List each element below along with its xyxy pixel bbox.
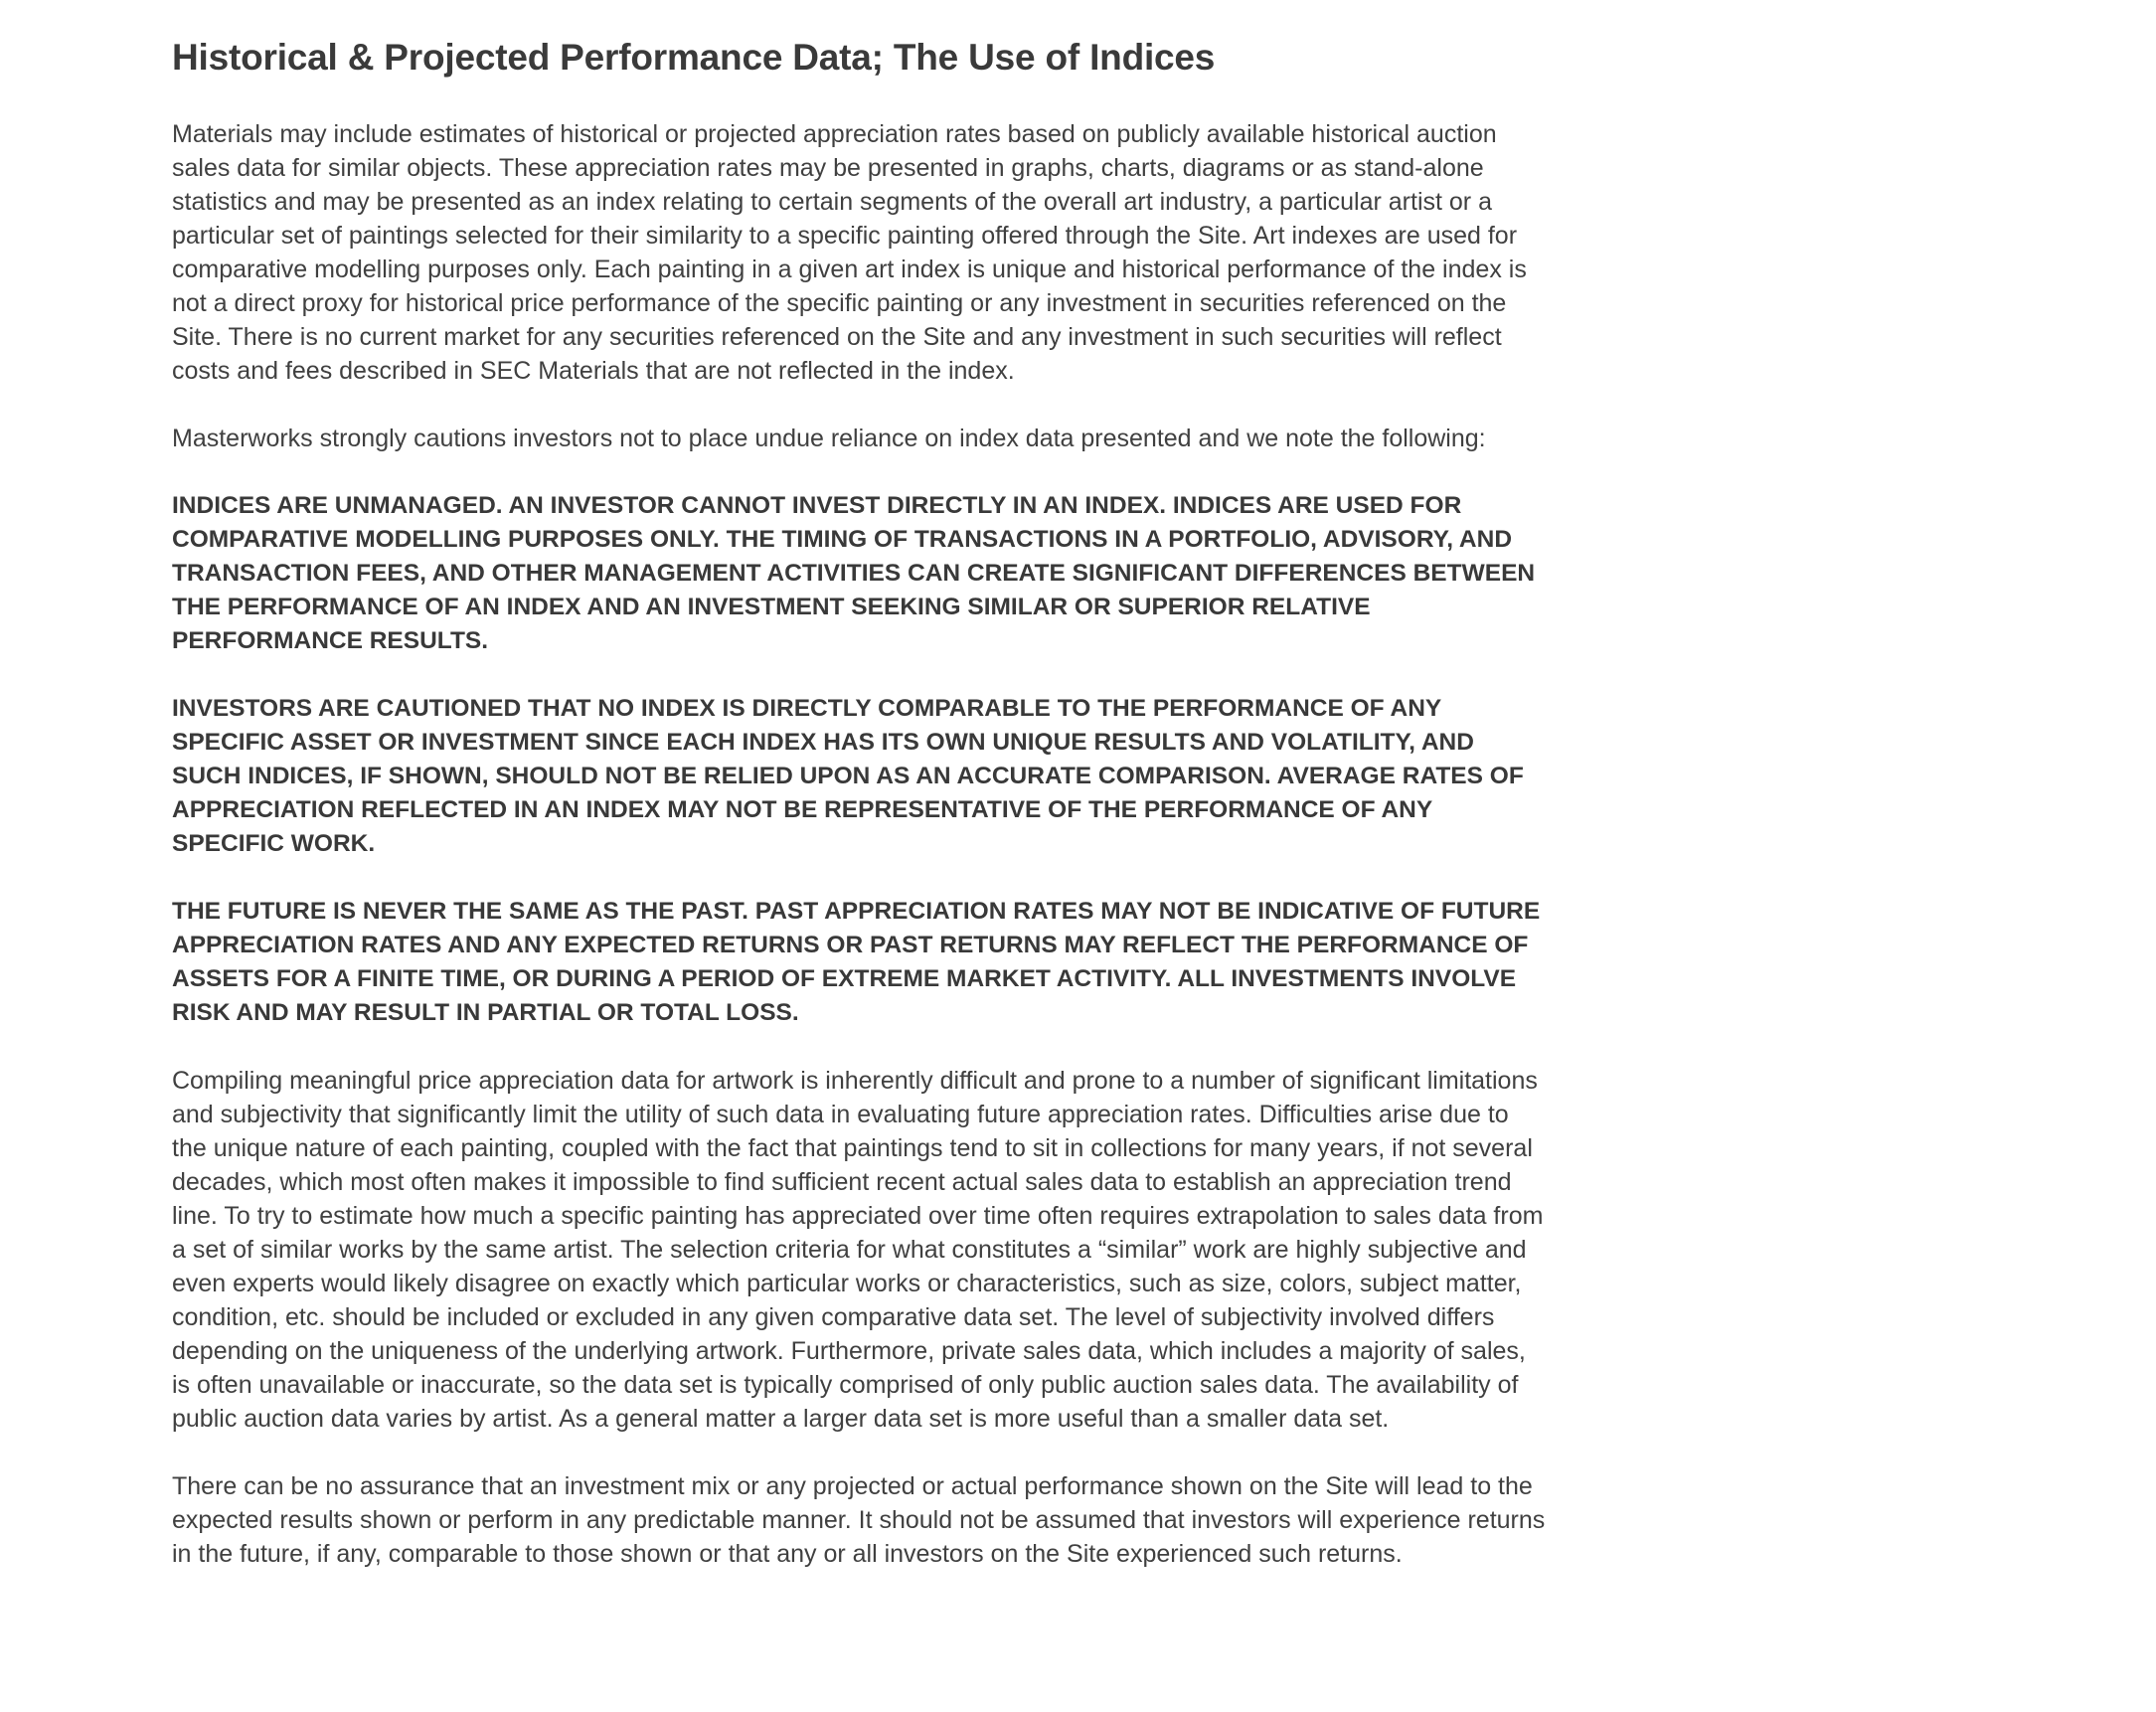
paragraph-indices-unmanaged: INDICES ARE UNMANAGED. AN INVESTOR CANNOT INVEST DIRECTLY IN AN INDEX. INDICES ARE USED FOR COMPARATIVE MODELLING PURPOSES ONLY. THE TIMING OF TRANSACTIONS IN A PORTFOLIO, ADVISORY, AND TRANSACTION FEES, AND OTHER MANAGEMENT ACTIVITIES CAN CREATE SIGNIFICANT DIFFERENCES BETWEEN THE PERFORMANCE OF AN INDEX AND AN INVESTMENT SEEKING SIMILAR OR SUPERIOR RELATIVE PERFORMANCE RESULTS. [172, 492, 1536, 654]
paragraph-caution-intro: Masterworks strongly cautions investors not to place undue reliance on index data presented and we note the following: [172, 425, 1486, 452]
paragraph-no-index-comparable: INVESTORS ARE CAUTIONED THAT NO INDEX IS DIRECTLY COMPARABLE TO THE PERFORMANCE OF ANY SPECIFIC ASSET OR INVESTMENT SINCE EACH INDEX HAS ITS OWN UNIQUE RESULTS AND VOLATILITY, AND SUCH INDICES, IF SHOWN, SHOULD NOT BE RELIED UPON AS AN ACCURATE COMPARISON. AVERAGE RATES OF APPRECIATION REFLECTED IN AN INDEX MAY NOT BE REPRESENTATIVE OF THE PERFORMANCE OF ANY SPECIFIC WORK. [172, 695, 1524, 857]
paragraph-future-not-past: THE FUTURE IS NEVER THE SAME AS THE PAST. PAST APPRECIATION RATES MAY NOT BE INDICATIVE OF FUTURE APPRECIATION RATES AND ANY EXPECTED RETURNS OR PAST RETURNS MAY REFLECT THE PERFORMANCE OF ASSETS FOR A FINITE TIME, OR DURING A PERIOD OF EXTREME MARKET ACTIVITY. ALL INVESTMENTS INVOLVE RISK AND MAY RESULT IN PARTIAL OR TOTAL LOSS. [172, 898, 1541, 1026]
paragraph-index-estimates: Materials may include estimates of historical or projected appreciation rates based on publicly available historical auction sales data for similar objects. These appreciation rates may be presented in graphs, charts, diagrams or as stand-alone statistics and may be presented as an index relating to certain segments of the overall art industry, a particular artist or a particular set of paintings selected for their similarity to a specific painting offered through the Site. Art indexes are used for comparative modelling purposes only. Each painting in a given art index is unique and historical performance of the index is not a direct proxy for historical price performance of the specific painting or any investment in securities referenced on the Site. There is no current market for any securities referenced on the Site and any investment in such securities will reflect costs and fees described in SEC Materials that are not reflected in the index. [172, 120, 1527, 385]
section-title: Historical & Projected Performance Data; The Use of Indices [172, 37, 1216, 78]
disclosure-section [172, 34, 1549, 1605]
paragraph-no-assurance: There can be no assurance that an investment mix or any projected or actual performance shown on the Site will lead to the expected results shown or perform in any predictable manner. It should not be assumed that investors will experience returns in the future, if any, comparable to those shown or that any or all investors on the Site experienced such returns. [172, 1472, 1546, 1568]
paragraph-data-difficulties: Compiling meaningful price appreciation data for artwork is inherently difficult and prone to a number of significant limitations and subjectivity that significantly limit the utility of such data in evaluating future appreciation rates. Difficulties arise due to the unique nature of each painting, coupled with the fact that paintings tend to sit in collections for many years, if not several decades, which most often makes it impossible to find sufficient recent actual sales data to establish an appreciation trend line. To try to estimate how much a specific painting has appreciated over time often requires extrapolation to sales data from a set of similar works by the same artist. The selection criteria for what constitutes a “similar” work are highly subjective and even experts would likely disagree on exactly which particular works or characteristics, such as size, colors, subject matter, condition, etc. should be included or excluded in any given comparative data set. The level of subjectivity involved differs depending on the uniqueness of the underlying artwork. Furthermore, private sales data, which includes a majority of sales, is often unavailable or inaccurate, so the data set is typically comprised of only public auction sales data. The availability of public auction data varies by artist. As a general matter a larger data set is more useful than a smaller data set. [172, 1067, 1544, 1433]
